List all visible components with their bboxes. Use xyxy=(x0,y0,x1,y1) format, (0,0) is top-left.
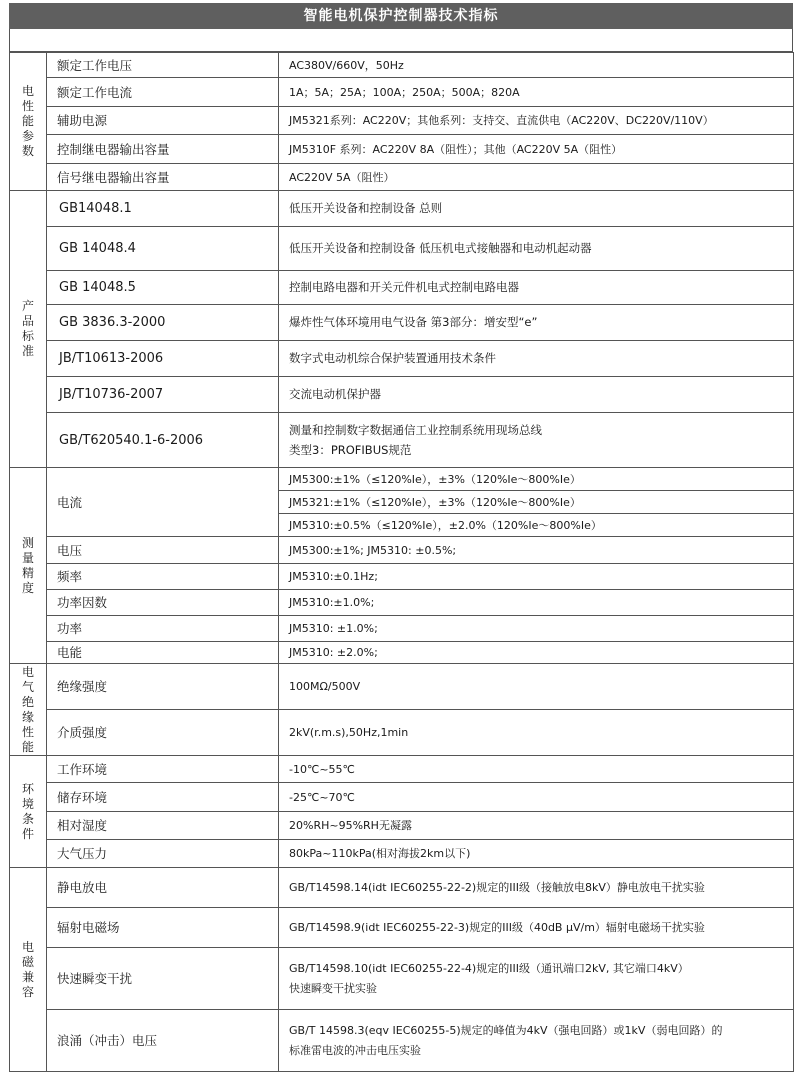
table-row xyxy=(10,468,794,491)
table-row xyxy=(10,377,794,413)
param-value: -25℃~70℃ xyxy=(279,783,794,812)
table-row xyxy=(10,53,794,78)
category-standards: 产品标准 xyxy=(10,191,47,468)
table-row xyxy=(10,756,794,783)
param-value: 1A；5A；25A；100A；250A；500A；820A xyxy=(279,78,794,107)
standard-code: JB/T10613-2006 xyxy=(47,341,279,377)
param-name: 介质强度 xyxy=(47,710,279,756)
param-name: 控制继电器输出容量 xyxy=(47,135,279,164)
param-value: JM5310: ±1.0%; xyxy=(279,616,794,642)
table-row xyxy=(10,341,794,377)
param-value: JM5310F 系列：AC220V 8A（阻性）；其他（AC220V 5A（阻性） xyxy=(279,135,794,164)
spec-table xyxy=(9,52,794,1072)
standard-title: 数字式电动机综合保护装置通用技术条件 xyxy=(279,341,794,377)
param-name: 电能 xyxy=(47,642,279,664)
param-name: 频率 xyxy=(47,564,279,590)
category-emc: 电磁兼容 xyxy=(10,868,47,1072)
table-row xyxy=(10,642,794,664)
spec-sheet xyxy=(9,3,793,1072)
param-value: JM5300:±1%; JM5310: ±0.5%; xyxy=(279,537,794,564)
table-row xyxy=(10,191,794,227)
category-insulation: 电气绝缘性能 xyxy=(10,664,47,756)
sheet-title: 智能电机保护控制器技术指标 xyxy=(9,3,793,29)
table-row xyxy=(10,868,794,908)
param-name: 辐射电磁场 xyxy=(47,908,279,948)
param-name: 信号继电器输出容量 xyxy=(47,164,279,191)
param-name: 辅助电源 xyxy=(47,107,279,135)
param-name: 功率因数 xyxy=(47,590,279,616)
param-value: JM5300:±1%（≤120%Ie），±3%（120%Ie～800%Ie） xyxy=(279,468,794,491)
table-row xyxy=(10,135,794,164)
param-value: 2kV(r.m.s),50Hz,1min xyxy=(279,710,794,756)
param-value-line-1: GB/T14598.10(idt IEC60255-22-4)规定的III级（通讯端口2kV, 其它端口4kV） xyxy=(289,962,689,975)
table-row xyxy=(10,227,794,271)
param-value: 80kPa~110kPa(相对海拔2km以下) xyxy=(279,840,794,868)
standard-title: 低压开关设备和控制设备 低压机电式接触器和电动机起动器 xyxy=(279,227,794,271)
table-row xyxy=(10,1010,794,1072)
param-name: 功率 xyxy=(47,616,279,642)
param-value: GB/T14598.9(idt IEC60255-22-3)规定的III级（40dB μV/m）辐射电磁场干扰实验 xyxy=(279,908,794,948)
param-name: 电压 xyxy=(47,537,279,564)
table-row xyxy=(10,908,794,948)
standard-title: 交流电动机保护器 xyxy=(279,377,794,413)
category-accuracy: 测量精度 xyxy=(10,468,47,664)
param-value: AC380V/660V，50Hz xyxy=(279,53,794,78)
standard-title xyxy=(279,413,794,468)
param-name: 相对湿度 xyxy=(47,812,279,840)
param-value: JM5310: ±2.0%; xyxy=(279,642,794,664)
table-row xyxy=(10,305,794,341)
param-value: 20%RH~95%RH无凝露 xyxy=(279,812,794,840)
param-value: GB/T14598.14(idt IEC60255-22-2)规定的III级（接触放电8kV）静电放电干扰实验 xyxy=(279,868,794,908)
table-row xyxy=(10,783,794,812)
standard-code: GB14048.1 xyxy=(47,191,279,227)
standard-title: 低压开关设备和控制设备 总则 xyxy=(279,191,794,227)
table-row xyxy=(10,164,794,191)
param-name: 储存环境 xyxy=(47,783,279,812)
table-row xyxy=(10,413,794,468)
table-row xyxy=(10,812,794,840)
param-name: 浪涌（冲击）电压 xyxy=(47,1010,279,1072)
table-row xyxy=(10,710,794,756)
table-row xyxy=(10,107,794,135)
param-value: JM5310:±1.0%; xyxy=(279,590,794,616)
table-row xyxy=(10,948,794,1010)
table-row xyxy=(10,271,794,305)
table-row xyxy=(10,564,794,590)
standard-title: 爆炸性气体环境用电气设备 第3部分：增安型“e” xyxy=(279,305,794,341)
standard-code: GB/T620540.1-6-2006 xyxy=(47,413,279,468)
param-name: 额定工作电流 xyxy=(47,78,279,107)
table-row xyxy=(10,616,794,642)
param-value: -10℃~55℃ xyxy=(279,756,794,783)
param-value: JM5321:±1%（≤120%Ie），±3%（120%Ie～800%Ie） xyxy=(279,491,794,514)
table-row xyxy=(10,537,794,564)
param-name: 工作环境 xyxy=(47,756,279,783)
table-row xyxy=(10,590,794,616)
param-value-line-2: 快速瞬变干扰实验 xyxy=(289,982,377,995)
param-name: 静电放电 xyxy=(47,868,279,908)
param-value: JM5321系列：AC220V；其他系列：支持交、直流供电（AC220V、DC220V/110V） xyxy=(279,107,794,135)
standard-code: GB 3836.3-2000 xyxy=(47,305,279,341)
param-name: 额定工作电压 xyxy=(47,53,279,78)
param-name: 快速瞬变干扰 xyxy=(47,948,279,1010)
standard-code: GB 14048.4 xyxy=(47,227,279,271)
table-row xyxy=(10,78,794,107)
param-value: 100MΩ/500V xyxy=(279,664,794,710)
param-value xyxy=(279,948,794,1010)
standard-code: GB 14048.5 xyxy=(47,271,279,305)
standard-title-line-2: 类型3：PROFIBUS规范 xyxy=(289,442,412,457)
param-value: JM5310:±0.1Hz; xyxy=(279,564,794,590)
param-name: 绝缘强度 xyxy=(47,664,279,710)
param-name: 电流 xyxy=(47,468,279,537)
table-row xyxy=(10,840,794,868)
param-value-line-2: 标准雷电波的冲击电压实验 xyxy=(289,1044,421,1057)
param-value: AC220V 5A（阻性） xyxy=(279,164,794,191)
standard-title: 控制电路电器和开关元件机电式控制电路电器 xyxy=(279,271,794,305)
standard-code: JB/T10736-2007 xyxy=(47,377,279,413)
param-value-line-1: GB/T 14598.3(eqv IEC60255-5)规定的峰值为4kV（强电回路）或1kV（弱电回路）的 xyxy=(289,1024,723,1037)
param-name: 大气压力 xyxy=(47,840,279,868)
blank-spacer-row xyxy=(9,29,793,52)
param-value: JM5310:±0.5%（≤120%Ie），±2.0%（120%Ie～800%Ie） xyxy=(279,514,794,537)
category-electrical: 电性能参数 xyxy=(10,53,47,191)
standard-title-line-1: 测量和控制数字数据通信工业控制系统用现场总线 xyxy=(289,422,542,437)
table-row xyxy=(10,664,794,710)
param-value xyxy=(279,1010,794,1072)
category-environment: 环境条件 xyxy=(10,756,47,868)
